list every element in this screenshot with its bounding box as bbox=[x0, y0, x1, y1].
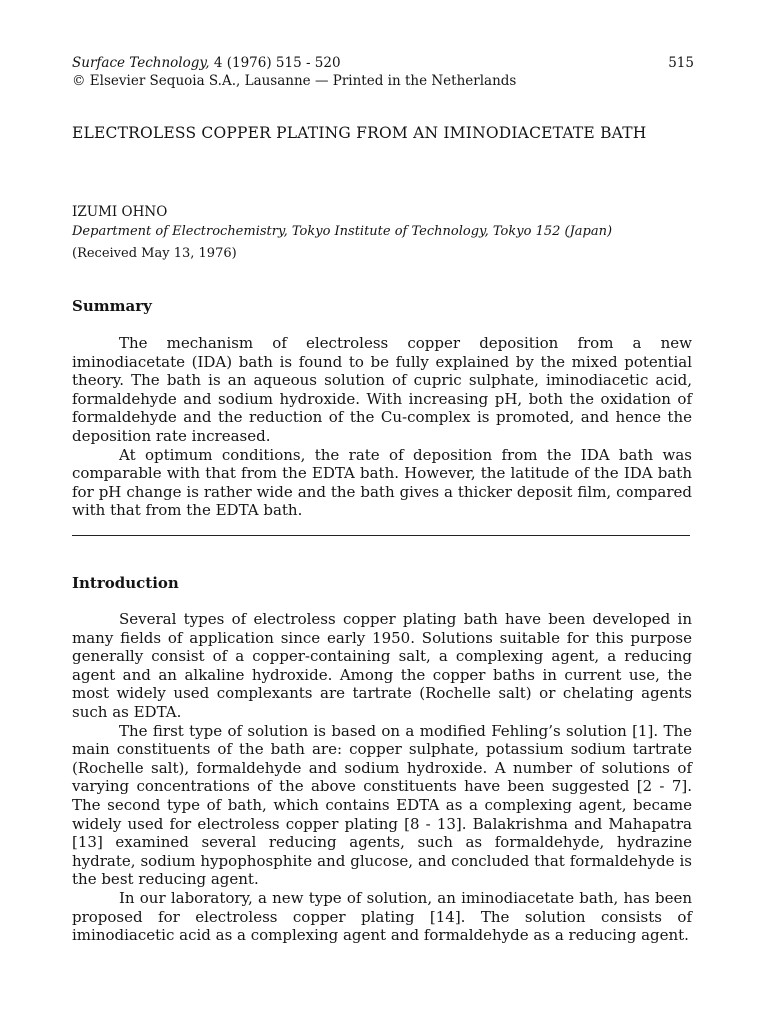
page-number: 515 bbox=[668, 55, 694, 71]
author-affiliation: Department of Electrochemistry, Tokyo Institute of Technology, Tokyo 152 (Japan) bbox=[72, 224, 613, 239]
received-date: (Received May 13, 1976) bbox=[72, 246, 237, 261]
summary-body bbox=[72, 334, 692, 520]
journal-name: Surface Technology, bbox=[72, 55, 210, 71]
publisher-line: © Elsevier Sequoia S.A., Lausanne — Printed in the Netherlands bbox=[72, 73, 517, 89]
section-divider bbox=[72, 535, 690, 536]
summary-paragraph: At optimum conditions, the rate of deposition from the IDA bath was comparable with that from the EDTA bath. However, the latitude of the IDA bath for pH change is rather wide and the bath gives a thicker deposit film, compared with that from the EDTA bath. bbox=[72, 445, 692, 520]
summary-paragraph: The mechanism of electroless copper deposition from a new iminodiacetate (IDA) bath is found to be fully explained by the mixed potential theory. The bath is an aqueous solution of cupric sulphate, iminodiacetic acid, formaldehyde and sodium hydroxide. With increasing pH, both the oxidation of formaldehyde and the reduction of the Cu-complex is promoted, and hence the deposition rate increased. bbox=[72, 334, 692, 445]
volume-pages: 4 (1976) 515 - 520 bbox=[213, 55, 341, 71]
journal-citation bbox=[72, 54, 694, 72]
summary-heading: Summary bbox=[72, 297, 152, 315]
author-name: IZUMI OHNO bbox=[72, 204, 168, 220]
introduction-body bbox=[72, 610, 692, 945]
introduction-heading: Introduction bbox=[72, 574, 179, 592]
running-header bbox=[72, 54, 694, 90]
paper-title: ELECTROLESS COPPER PLATING FROM AN IMINODIACETATE BATH bbox=[72, 124, 647, 142]
introduction-paragraph: Several types of electroless copper plating bath have been developed in many fields of application since early 1950. Solutions suitable for this purpose generally consist of a copper-containing salt, a complexing agent, a reducing agent and an alkaline hydroxide. Among the copper baths in current use, the most widely used complexants are tartrate (Rochelle salt) or chelating agents such as EDTA. bbox=[72, 610, 692, 721]
introduction-paragraph: The first type of solution is based on a modified Fehling’s solution [1]. The main constituents of the bath are: copper sulphate, potassium sodium tartrate (Rochelle salt), formaldehyde and sodium hydroxide. A number of solutions of varying concentrations of the above constituents have been suggested [2 - 7]. The second type of bath, which contains EDTA as a complexing agent, became widely used for electroless copper plating [8 - 13]. Balakrishma and Mahapatra [13] examined several reducing agents, such as formaldehyde, hydrazine hydrate, sodium hypophosphite and glucose, and concluded that formaldehyde is the best reducing agent. bbox=[72, 721, 692, 889]
introduction-paragraph: In our laboratory, a new type of solution, an iminodiacetate bath, has been proposed for electroless copper plating [14]. The solution consists of iminodiacetic acid as a complexing agent and formaldehyde as a reducing agent. bbox=[72, 888, 692, 945]
